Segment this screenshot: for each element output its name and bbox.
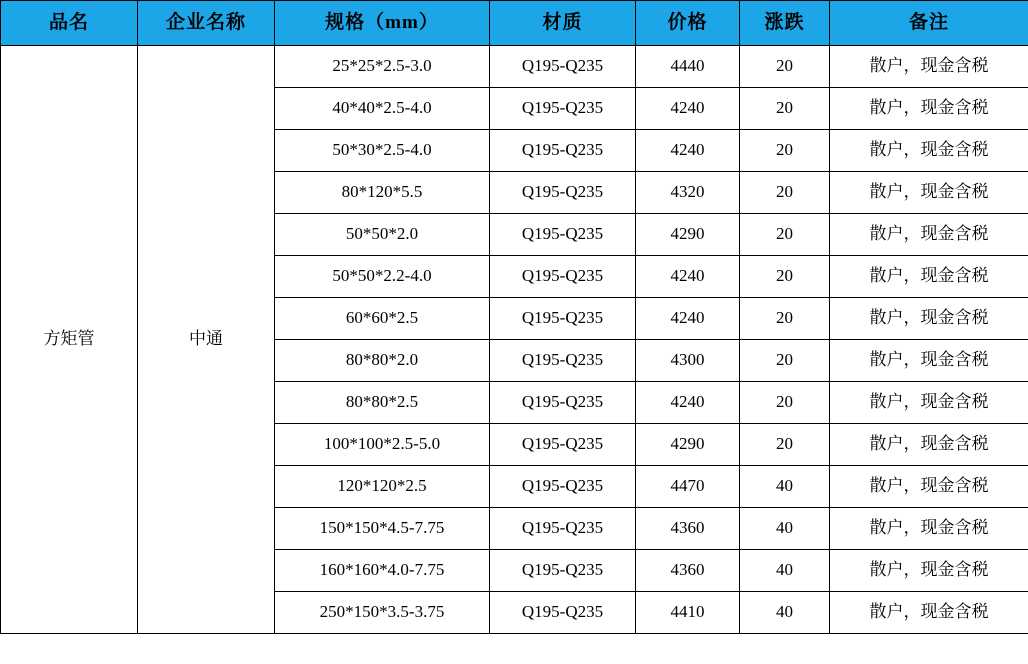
cell-remark: 散户，现金含税 xyxy=(830,550,1028,592)
cell-remark: 散户，现金含税 xyxy=(830,88,1028,130)
cell-price: 4240 xyxy=(636,88,740,130)
cell-spec: 250*150*3.5-3.75 xyxy=(275,592,490,634)
cell-material: Q195-Q235 xyxy=(490,46,636,88)
cell-remark: 散户，现金含税 xyxy=(830,172,1028,214)
cell-company: 中通 xyxy=(138,46,275,634)
cell-material: Q195-Q235 xyxy=(490,466,636,508)
column-header-spec: 规格（mm） xyxy=(275,1,490,46)
cell-change: 40 xyxy=(740,508,830,550)
cell-price: 4240 xyxy=(636,256,740,298)
cell-material: Q195-Q235 xyxy=(490,130,636,172)
cell-remark: 散户，现金含税 xyxy=(830,592,1028,634)
cell-spec: 50*50*2.2-4.0 xyxy=(275,256,490,298)
cell-change: 20 xyxy=(740,46,830,88)
cell-price: 4470 xyxy=(636,466,740,508)
column-header-material: 材质 xyxy=(490,1,636,46)
cell-change: 20 xyxy=(740,172,830,214)
cell-change: 20 xyxy=(740,88,830,130)
table-header xyxy=(1,1,1028,46)
cell-spec: 160*160*4.0-7.75 xyxy=(275,550,490,592)
cell-remark: 散户，现金含税 xyxy=(830,214,1028,256)
cell-price: 4320 xyxy=(636,172,740,214)
cell-price: 4410 xyxy=(636,592,740,634)
cell-material: Q195-Q235 xyxy=(490,550,636,592)
cell-material: Q195-Q235 xyxy=(490,298,636,340)
cell-spec: 120*120*2.5 xyxy=(275,466,490,508)
column-header-remark: 备注 xyxy=(830,1,1028,46)
table-row xyxy=(1,46,1028,88)
cell-remark: 散户，现金含税 xyxy=(830,466,1028,508)
cell-price: 4240 xyxy=(636,298,740,340)
cell-spec: 150*150*4.5-7.75 xyxy=(275,508,490,550)
cell-product: 方矩管 xyxy=(1,46,138,634)
cell-material: Q195-Q235 xyxy=(490,256,636,298)
cell-spec: 80*80*2.5 xyxy=(275,382,490,424)
cell-price: 4240 xyxy=(636,130,740,172)
cell-remark: 散户，现金含税 xyxy=(830,130,1028,172)
cell-material: Q195-Q235 xyxy=(490,382,636,424)
cell-spec: 40*40*2.5-4.0 xyxy=(275,88,490,130)
cell-change: 20 xyxy=(740,256,830,298)
cell-change: 20 xyxy=(740,424,830,466)
column-header-product: 品名 xyxy=(1,1,138,46)
column-header-price: 价格 xyxy=(636,1,740,46)
cell-spec: 80*120*5.5 xyxy=(275,172,490,214)
cell-price: 4360 xyxy=(636,550,740,592)
cell-spec: 80*80*2.0 xyxy=(275,340,490,382)
cell-change: 20 xyxy=(740,382,830,424)
cell-spec: 25*25*2.5-3.0 xyxy=(275,46,490,88)
cell-change: 20 xyxy=(740,298,830,340)
cell-spec: 50*50*2.0 xyxy=(275,214,490,256)
cell-change: 20 xyxy=(740,214,830,256)
cell-material: Q195-Q235 xyxy=(490,214,636,256)
cell-price: 4290 xyxy=(636,424,740,466)
cell-material: Q195-Q235 xyxy=(490,172,636,214)
cell-change: 40 xyxy=(740,550,830,592)
cell-spec: 100*100*2.5-5.0 xyxy=(275,424,490,466)
cell-material: Q195-Q235 xyxy=(490,340,636,382)
cell-spec: 50*30*2.5-4.0 xyxy=(275,130,490,172)
column-header-company: 企业名称 xyxy=(138,1,275,46)
cell-material: Q195-Q235 xyxy=(490,88,636,130)
cell-change: 40 xyxy=(740,466,830,508)
cell-price: 4300 xyxy=(636,340,740,382)
cell-remark: 散户，现金含税 xyxy=(830,46,1028,88)
cell-change: 20 xyxy=(740,130,830,172)
cell-remark: 散户，现金含税 xyxy=(830,256,1028,298)
table-header-row xyxy=(1,1,1028,46)
cell-remark: 散户，现金含税 xyxy=(830,508,1028,550)
cell-remark: 散户，现金含税 xyxy=(830,424,1028,466)
table-body xyxy=(1,46,1028,634)
cell-change: 20 xyxy=(740,340,830,382)
cell-price: 4240 xyxy=(636,382,740,424)
column-header-change: 涨跌 xyxy=(740,1,830,46)
cell-material: Q195-Q235 xyxy=(490,592,636,634)
cell-change: 40 xyxy=(740,592,830,634)
cell-material: Q195-Q235 xyxy=(490,508,636,550)
cell-material: Q195-Q235 xyxy=(490,424,636,466)
cell-remark: 散户，现金含税 xyxy=(830,340,1028,382)
cell-price: 4360 xyxy=(636,508,740,550)
cell-remark: 散户，现金含税 xyxy=(830,298,1028,340)
cell-price: 4440 xyxy=(636,46,740,88)
cell-spec: 60*60*2.5 xyxy=(275,298,490,340)
cell-price: 4290 xyxy=(636,214,740,256)
cell-remark: 散户，现金含税 xyxy=(830,382,1028,424)
